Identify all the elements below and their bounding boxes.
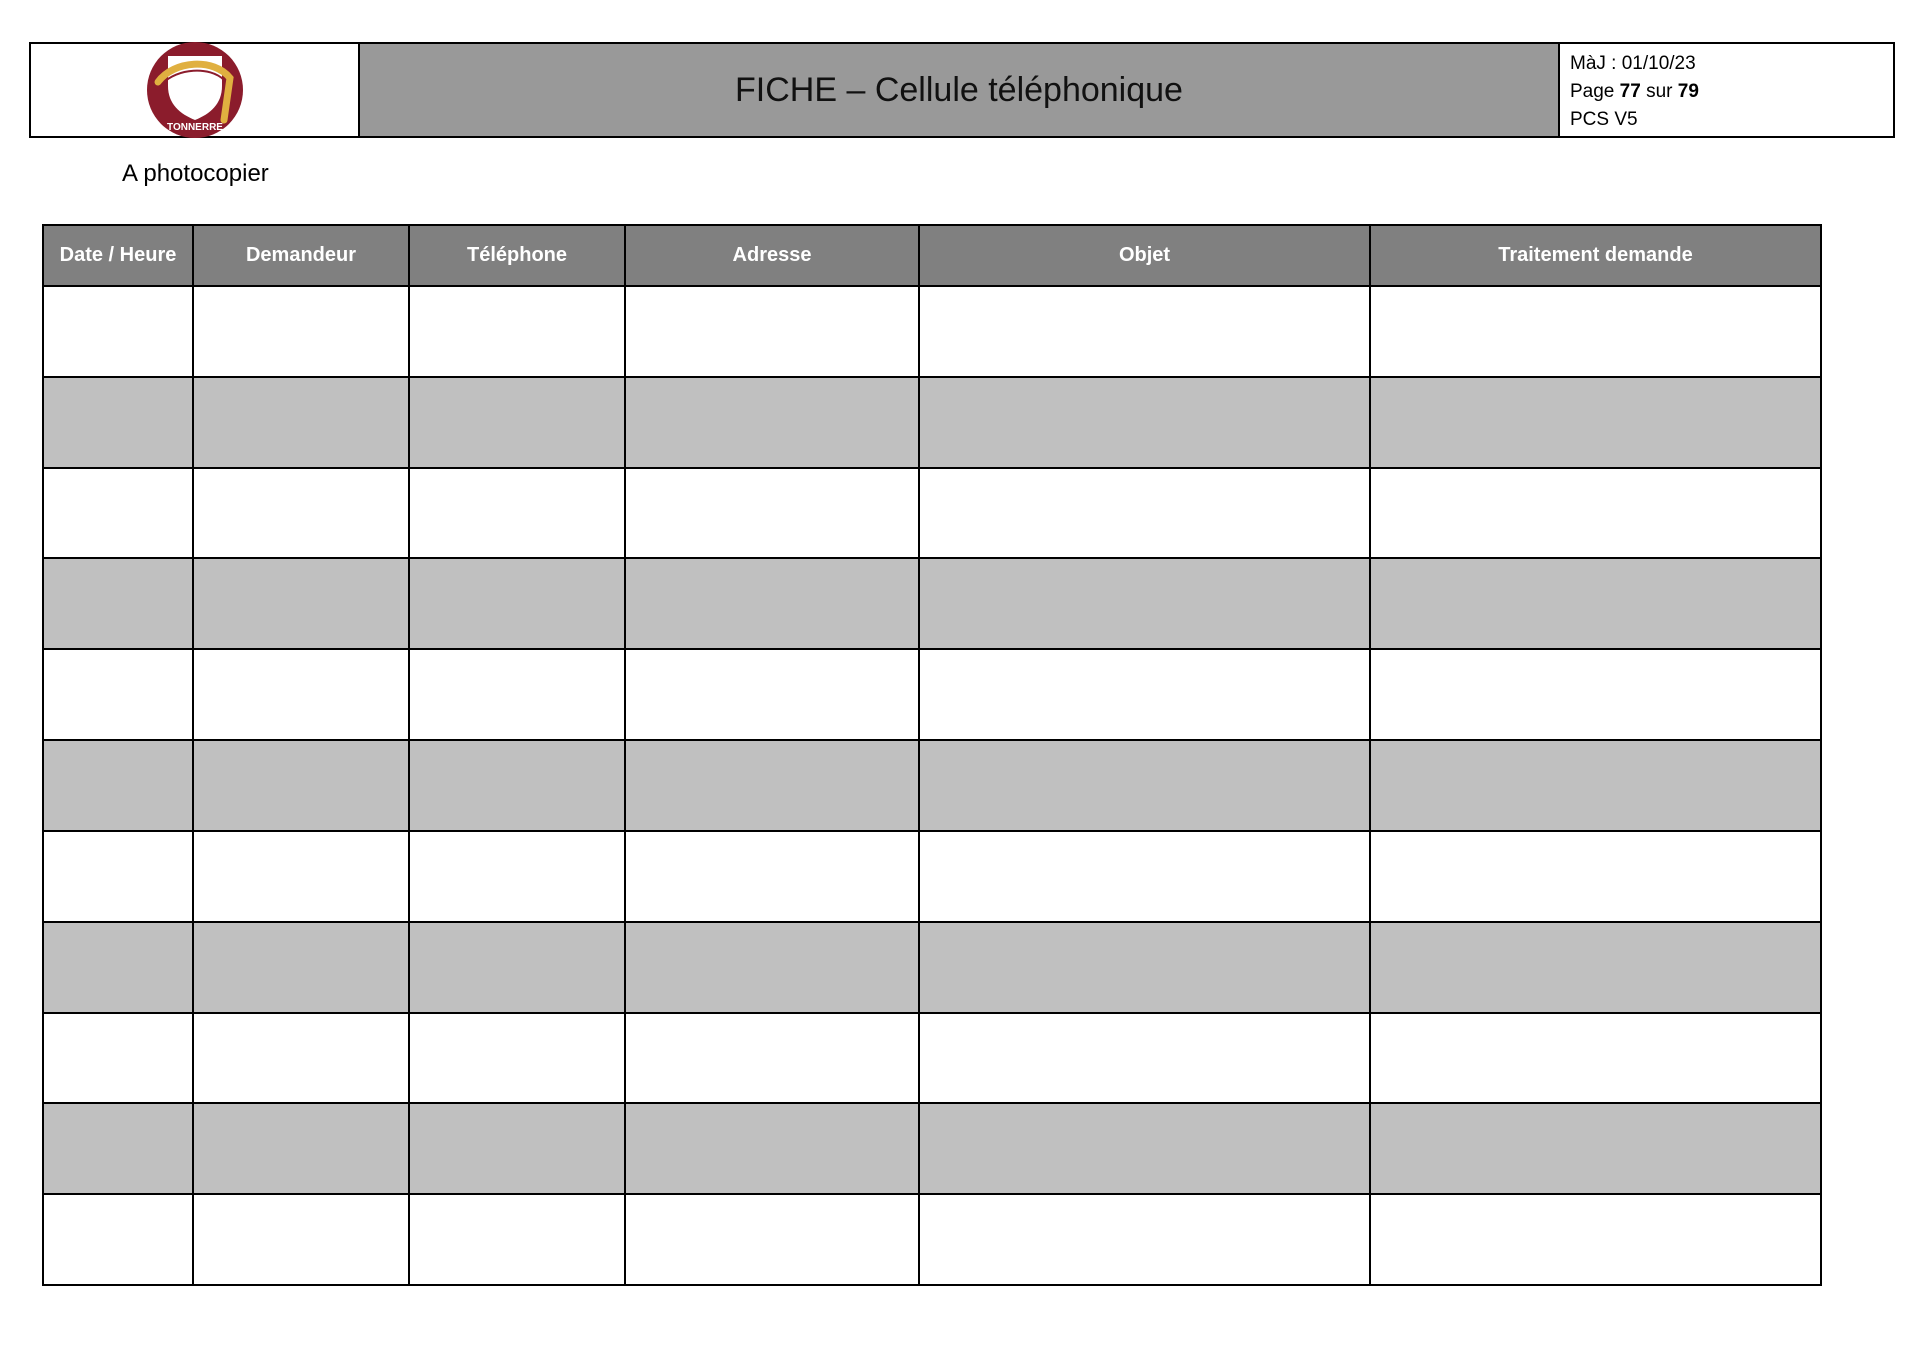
page-separator: sur (1640, 81, 1678, 102)
column-header-address: Adresse (625, 225, 919, 286)
logo-cell (31, 44, 360, 136)
table-cell[interactable] (43, 922, 193, 1013)
document-meta (1560, 44, 1893, 136)
table-cell[interactable] (625, 649, 919, 740)
table-cell[interactable] (1370, 740, 1821, 831)
table-cell[interactable] (409, 286, 625, 377)
table-cell[interactable] (193, 649, 409, 740)
table-cell[interactable] (919, 377, 1370, 468)
table-row (43, 558, 1821, 649)
table-cell[interactable] (919, 649, 1370, 740)
table-cell[interactable] (919, 558, 1370, 649)
table-cell[interactable] (193, 558, 409, 649)
table-cell[interactable] (43, 649, 193, 740)
table-cell[interactable] (625, 468, 919, 559)
page-title: FICHE – Cellule téléphonique (735, 70, 1183, 109)
call-log-table (42, 224, 1822, 1286)
tonnerre-logo (144, 42, 246, 138)
table-row (43, 468, 1821, 559)
page-number (1570, 78, 1883, 106)
table-cell[interactable] (625, 1194, 919, 1285)
table-cell[interactable] (193, 468, 409, 559)
table-cell[interactable] (193, 1103, 409, 1194)
column-header-phone: Téléphone (409, 225, 625, 286)
page-total: 79 (1677, 81, 1699, 102)
table-cell[interactable] (193, 286, 409, 377)
title-band (360, 44, 1560, 136)
table-cell[interactable] (919, 922, 1370, 1013)
photocopy-note: A photocopier (122, 160, 269, 187)
table-cell[interactable] (409, 1013, 625, 1104)
table-cell[interactable] (625, 558, 919, 649)
table-header-row (43, 225, 1821, 286)
table-cell[interactable] (1370, 1194, 1821, 1285)
svg-text:TONNERRE: TONNERRE (166, 122, 223, 133)
table-cell[interactable] (1370, 286, 1821, 377)
table-cell[interactable] (43, 1013, 193, 1104)
table-cell[interactable] (43, 831, 193, 922)
table-cell[interactable] (193, 922, 409, 1013)
table-cell[interactable] (193, 831, 409, 922)
table-cell[interactable] (43, 558, 193, 649)
table-cell[interactable] (1370, 649, 1821, 740)
table-row (43, 1194, 1821, 1285)
version-label: PCS V5 (1570, 109, 1638, 130)
table-cell[interactable] (1370, 468, 1821, 559)
table-cell[interactable] (919, 286, 1370, 377)
table-row (43, 831, 1821, 922)
table-cell[interactable] (193, 740, 409, 831)
page-prefix: Page (1570, 81, 1620, 102)
column-header-date-time: Date / Heure (43, 225, 193, 286)
table-row (43, 1013, 1821, 1104)
table-row (43, 1103, 1821, 1194)
table-cell[interactable] (919, 1103, 1370, 1194)
table-cell[interactable] (625, 286, 919, 377)
table-cell[interactable] (193, 377, 409, 468)
table-cell[interactable] (1370, 1013, 1821, 1104)
table-cell[interactable] (919, 1013, 1370, 1104)
table-cell[interactable] (409, 1194, 625, 1285)
table-row (43, 377, 1821, 468)
table-cell[interactable] (409, 649, 625, 740)
table-cell[interactable] (409, 377, 625, 468)
update-date: MàJ : 01/10/23 (1570, 53, 1696, 74)
table-cell[interactable] (1370, 377, 1821, 468)
table-body (43, 286, 1821, 1285)
table-row (43, 649, 1821, 740)
table-cell[interactable] (625, 1013, 919, 1104)
table-cell[interactable] (625, 377, 919, 468)
column-header-handling: Traitement demande (1370, 225, 1821, 286)
table-cell[interactable] (409, 1103, 625, 1194)
table-cell[interactable] (43, 740, 193, 831)
table-cell[interactable] (919, 740, 1370, 831)
table-cell[interactable] (43, 377, 193, 468)
table-cell[interactable] (409, 468, 625, 559)
table-cell[interactable] (409, 740, 625, 831)
table-cell[interactable] (1370, 831, 1821, 922)
table-cell[interactable] (43, 1194, 193, 1285)
table-cell[interactable] (43, 1103, 193, 1194)
table-cell[interactable] (193, 1013, 409, 1104)
table-row (43, 740, 1821, 831)
table-cell[interactable] (919, 831, 1370, 922)
table-cell[interactable] (625, 922, 919, 1013)
table-cell[interactable] (919, 468, 1370, 559)
table-row (43, 922, 1821, 1013)
table-cell[interactable] (625, 1103, 919, 1194)
table-cell[interactable] (193, 1194, 409, 1285)
table-cell[interactable] (409, 922, 625, 1013)
table-cell[interactable] (43, 286, 193, 377)
table-cell[interactable] (409, 558, 625, 649)
document-header (29, 42, 1895, 138)
column-header-requester: Demandeur (193, 225, 409, 286)
table-cell[interactable] (1370, 558, 1821, 649)
table-cell[interactable] (625, 831, 919, 922)
column-header-subject: Objet (919, 225, 1370, 286)
table-cell[interactable] (409, 831, 625, 922)
table-row (43, 286, 1821, 377)
table-cell[interactable] (1370, 1103, 1821, 1194)
table-cell[interactable] (919, 1194, 1370, 1285)
table-cell[interactable] (1370, 922, 1821, 1013)
table-cell[interactable] (625, 740, 919, 831)
page-current: 77 (1619, 81, 1641, 102)
table-cell[interactable] (43, 468, 193, 559)
